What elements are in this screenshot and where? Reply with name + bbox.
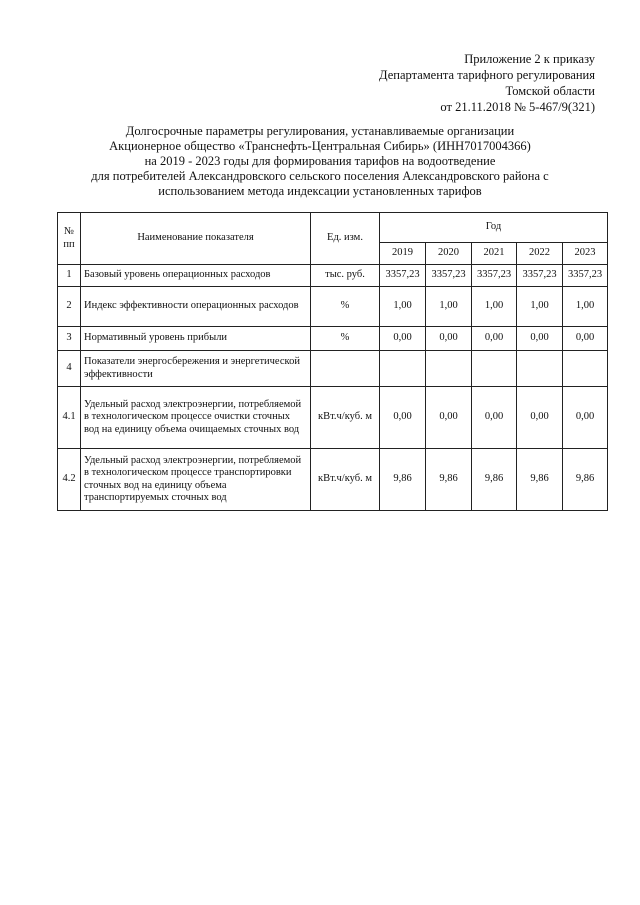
row-value: 0,00: [380, 387, 426, 449]
row-name: Базовый уровень операционных расходов: [81, 265, 311, 287]
title-line: Акционерное общество «Транснефть-Центральная Сибирь» (ИНН7017004366): [109, 139, 531, 153]
row-value: 9,86: [563, 449, 608, 511]
title-line: использованием метода индексации установленных тарифов: [158, 184, 482, 198]
row-number: 1: [58, 265, 81, 287]
row-value: [426, 351, 472, 387]
row-value: 3357,23: [426, 265, 472, 287]
row-value: 0,00: [426, 387, 472, 449]
row-unit: %: [311, 327, 380, 351]
row-value: 9,86: [380, 449, 426, 511]
row-value: [563, 351, 608, 387]
row-number: 4.2: [58, 449, 81, 511]
row-value: 1,00: [472, 287, 517, 327]
row-unit: тыс. руб.: [311, 265, 380, 287]
row-value: 0,00: [472, 387, 517, 449]
row-unit: кВт.ч/куб. м: [311, 449, 380, 511]
header-line: Томской области: [505, 84, 595, 98]
row-value: 1,00: [563, 287, 608, 327]
row-value: 9,86: [517, 449, 563, 511]
row-value: 3357,23: [380, 265, 426, 287]
header-cell-name: Наименование показателя: [81, 213, 311, 265]
title-line: Долгосрочные параметры регулирования, устанавливаемые организации: [125, 124, 515, 138]
row-value: 1,00: [426, 287, 472, 327]
year-cell: 2020: [426, 243, 472, 265]
row-value: 1,00: [517, 287, 563, 327]
row-unit: кВт.ч/куб. м: [311, 387, 380, 449]
header-cell-year: Год: [380, 213, 608, 243]
row-number: 2: [58, 287, 81, 327]
document-header: [379, 51, 595, 115]
parameters-table: [57, 212, 608, 511]
row-number: 4.1: [58, 387, 81, 449]
year-cell: 2023: [563, 243, 608, 265]
title-line: на 2019 - 2023 годы для формирования тарифов на водоотведение: [144, 154, 496, 168]
row-number: 3: [58, 327, 81, 351]
row-value: 3357,23: [563, 265, 608, 287]
table-row: [58, 387, 608, 449]
header-line: Приложение 2 к приказу: [464, 52, 595, 66]
header-cell-number: № пп: [58, 213, 81, 265]
row-value: 1,00: [380, 287, 426, 327]
year-cell: 2021: [472, 243, 517, 265]
row-value: 0,00: [472, 327, 517, 351]
document-title: [40, 124, 600, 199]
row-value: 3357,23: [517, 265, 563, 287]
row-name: Индекс эффективности операционных расходов: [81, 287, 311, 327]
row-value: 0,00: [563, 387, 608, 449]
row-unit: %: [311, 287, 380, 327]
table-row: [58, 449, 608, 511]
header-cell-unit: Ед. изм.: [311, 213, 380, 265]
table-row: [58, 287, 608, 327]
header-line: от 21.11.2018 № 5-467/9(321): [440, 100, 595, 114]
title-line: для потребителей Александровского сельского поселения Александровского района с: [91, 169, 549, 183]
row-number: 4: [58, 351, 81, 387]
row-value: 9,86: [472, 449, 517, 511]
row-value: 0,00: [517, 327, 563, 351]
row-value: [517, 351, 563, 387]
row-name: Нормативный уровень прибыли: [81, 327, 311, 351]
row-value: 0,00: [380, 327, 426, 351]
row-value: 0,00: [426, 327, 472, 351]
row-unit: [311, 351, 380, 387]
year-cell: 2022: [517, 243, 563, 265]
table-row: [58, 327, 608, 351]
year-cell: 2019: [380, 243, 426, 265]
row-value: [472, 351, 517, 387]
row-value: 3357,23: [472, 265, 517, 287]
row-name: Показатели энергосбережения и энергетической эффективности: [81, 351, 311, 387]
row-value: 0,00: [563, 327, 608, 351]
row-value: 9,86: [426, 449, 472, 511]
header-line: Департамента тарифного регулирования: [379, 68, 595, 82]
row-name: Удельный расход электроэнергии, потребляемой в технологическом процессе очистки сточных вод на единицу объема очищаемых сточных вод: [81, 387, 311, 449]
row-value: 0,00: [517, 387, 563, 449]
table-row: [58, 265, 608, 287]
row-value: [380, 351, 426, 387]
table-row: [58, 351, 608, 387]
row-name: Удельный расход электроэнергии, потребляемой в технологическом процессе транспортировки сточных вод на единицу объема транспортируемых сточных вод: [81, 449, 311, 511]
